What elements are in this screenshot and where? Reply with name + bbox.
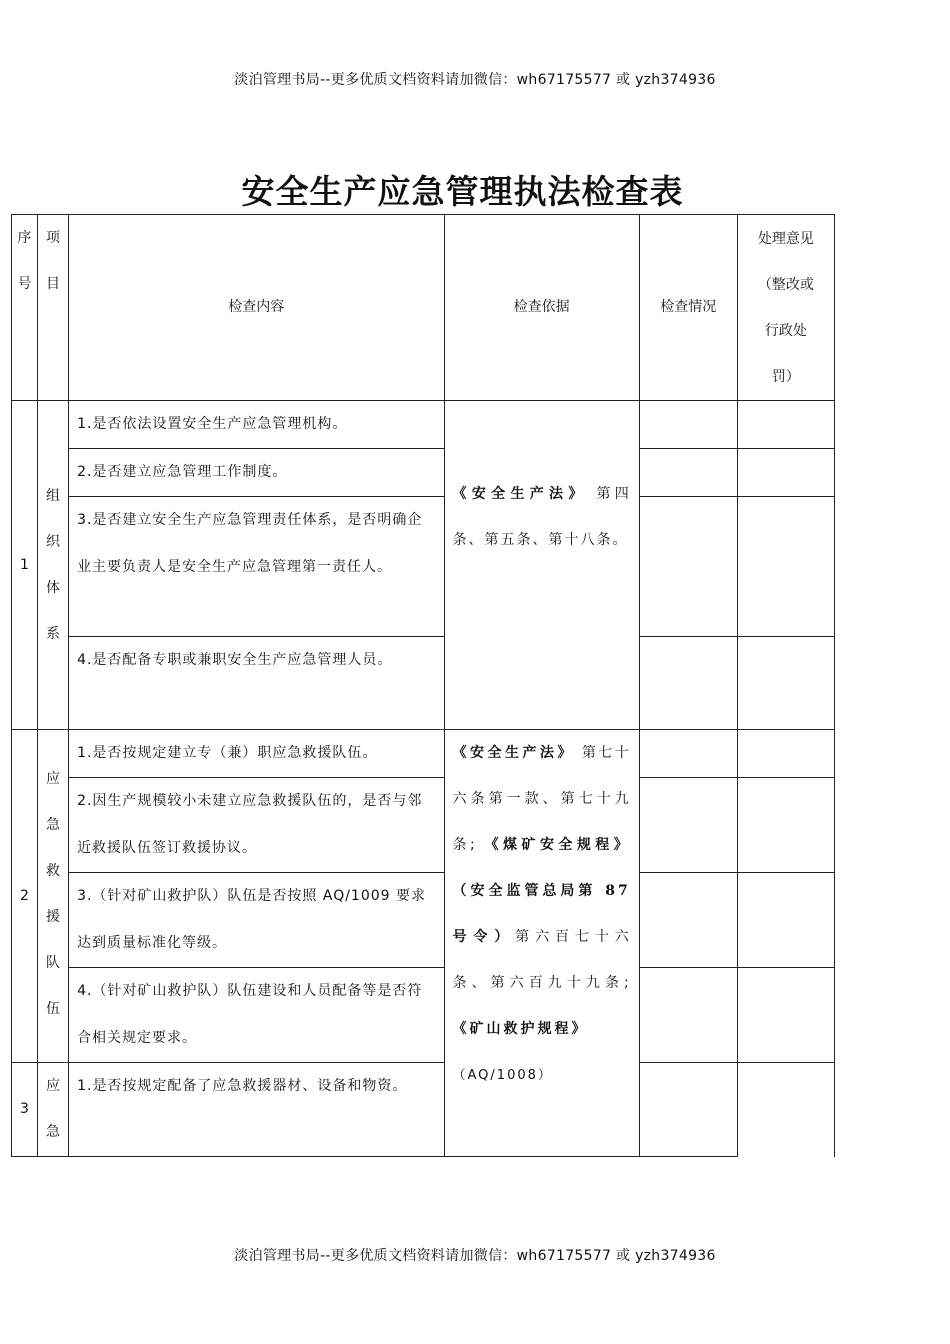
header-num: 序 号: [12, 215, 38, 401]
check-status-cell[interactable]: [639, 873, 737, 968]
check-status-cell[interactable]: [639, 497, 737, 637]
check-status-cell[interactable]: [639, 730, 737, 778]
inspection-table: [11, 214, 835, 1157]
check-content: 4.（针对矿山救护队）队伍建设和人员配备等是否符合相关规定要求。: [69, 968, 444, 1063]
handling-cell[interactable]: [737, 449, 834, 497]
header-status: 检查情况: [639, 215, 737, 401]
table-row: [12, 449, 835, 497]
table-row: [12, 637, 835, 730]
header-content: 检查内容: [69, 215, 444, 401]
check-content: 2.是否建立应急管理工作制度。: [69, 449, 444, 497]
check-status-cell[interactable]: [639, 637, 737, 730]
section-2-3-basis: 《安全生产法》 第七十六条第一款、第七十九条; 《煤矿安全规程》（安全监管总局第 87 号令）第六百七十六条、第六百九十九条; 《矿山救护规程》 （AQ/1008）: [444, 730, 639, 1157]
header-handling: 处理意见 （整改或 行政处 罚）: [737, 215, 834, 401]
check-content: 3.（针对矿山救护队）队伍是否按照 AQ/1009 要求达到质量标准化等级。: [69, 873, 444, 968]
table-header-row: [12, 215, 835, 401]
check-content: 2.因生产规模较小未建立应急救援队伍的，是否与邻近救援队伍签订救援协议。: [69, 778, 444, 873]
header-basis: 检查依据: [444, 215, 639, 401]
header-item: 项 目: [38, 215, 69, 401]
handling-cell[interactable]: [737, 637, 834, 730]
table-row: [12, 778, 835, 873]
check-content: 4.是否配备专职或兼职安全生产应急管理人员。: [69, 637, 444, 730]
section-1-item: 组 织 体 系: [38, 401, 69, 730]
check-status-cell[interactable]: [639, 449, 737, 497]
check-content: 1.是否按规定建立专（兼）职应急救援队伍。: [69, 730, 444, 778]
table-row: [12, 968, 835, 1063]
section-1-num: 1: [12, 401, 38, 730]
page-title: 安全生产应急管理执法检查表: [241, 172, 684, 211]
page-footer: 淡泊管理书局--更多优质文档资料请加微信：wh67175577 或 yzh374936: [234, 1248, 716, 1264]
check-content: 1.是否依法设置安全生产应急管理机构。: [69, 401, 444, 449]
section-1-basis: 《安全生产法》 第四条、第五条、第十八条。: [444, 401, 639, 730]
section-2-num: 2: [12, 730, 38, 1063]
check-status-cell[interactable]: [639, 1063, 737, 1157]
handling-cell[interactable]: [737, 778, 834, 873]
check-content: 1.是否按规定配备了应急救援器材、设备和物资。: [69, 1063, 444, 1157]
table-row: [12, 1063, 835, 1157]
handling-cell[interactable]: [737, 873, 834, 968]
handling-cell[interactable]: [737, 401, 834, 449]
handling-cell[interactable]: [737, 968, 834, 1063]
check-status-cell[interactable]: [639, 778, 737, 873]
table-row: [12, 730, 835, 778]
check-status-cell[interactable]: [639, 401, 737, 449]
handling-cell[interactable]: [737, 1063, 834, 1157]
table-row: [12, 873, 835, 968]
handling-cell[interactable]: [737, 730, 834, 778]
page-header: 淡泊管理书局--更多优质文档资料请加微信：wh67175577 或 yzh374936: [234, 72, 716, 88]
check-status-cell[interactable]: [639, 968, 737, 1063]
check-content: 3.是否建立安全生产应急管理责任体系，是否明确企业主要负责人是安全生产应急管理第一责任人。: [69, 497, 444, 637]
section-2-item: 应 急 救 援 队 伍: [38, 730, 69, 1063]
table-row: [12, 497, 835, 637]
table-row: [12, 401, 835, 449]
handling-cell[interactable]: [737, 497, 834, 637]
section-3-num: 3: [12, 1063, 38, 1157]
section-3-item: 应 急: [38, 1063, 69, 1157]
